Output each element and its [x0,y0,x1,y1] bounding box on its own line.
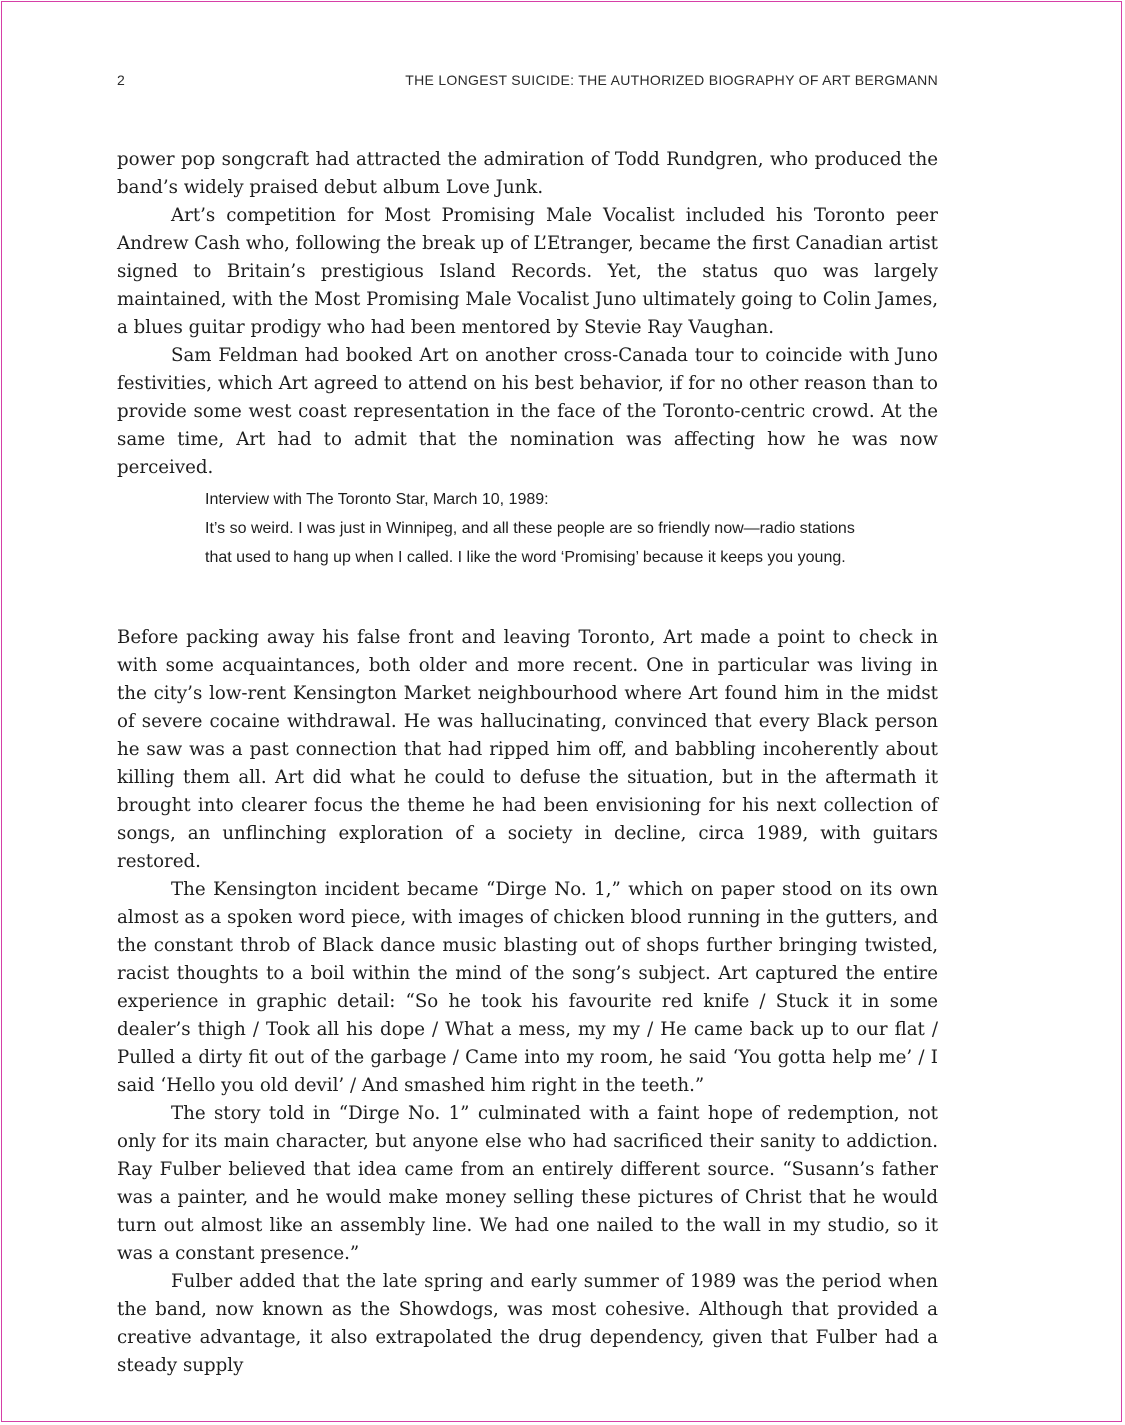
paragraph: Fulber added that the late spring and early summer of 1989 was the period when the band, now known as the Showdogs, was most cohesive. Although that provided a creative advantage, it also extrapolated the drug dependency, given that Fulber had a steady supply [117,1271,938,1376]
quote-text: It’s so weird. I was just in Winnipeg, and all these people are so friendly now—radio stations that used to hang up when I called. I like the word ‘Promising’ because it keeps you young. [205,520,855,566]
paragraph: Art’s competition for Most Promising Male Vocalist included his Toronto peer Andrew Cash who, following the break up of L’Etranger, became the first Canadian artist signed to Britain’s prestigious Island Records. Yet, the status quo was largely maintained, with the Most Promising Male Vocalist Juno ultimately going to Colin James, a blues guitar prodigy who had been mentored by Stevie Ray Vaughan. [117,205,938,338]
paragraph: Before packing away his false front and leaving Toronto, Art made a point to check in with some acquaintances, both older and more recent. One in particular was living in the city’s low-rent Kensington Market neighbourhood where Art found him in the midst of severe cocaine withdrawal. He was hallucinating, convinced that every Black person he saw was a past connection that had ripped him off, and babbling incoherently about killing them all. Art did what he could to defuse the situation, but in the aftermath it brought into clearer focus the theme he had been envisioning for his next collection of songs, an unflinching exploration of a society in decline, circa 1989, with guitars restored. [117,627,938,872]
block-quote [205,485,855,572]
paragraph: Sam Feldman had booked Art on another cross-Canada tour to coincide with Juno festivities, which Art agreed to attend on his best behavior, if for no other reason than to provide some west coast representation in the face of the Toronto-centric crowd. At the same time, Art had to admit that the nomination was affecting how he was now perceived. [117,345,938,478]
running-title: THE LONGEST SUICIDE: THE AUTHORIZED BIOGRAPHY OF ART BERGMANN [405,72,938,88]
quote-attribution: Interview with The Toronto Star, March 10, 1989: [205,491,549,508]
body-text-bottom [117,624,938,1380]
body-text-top [117,146,938,482]
running-head [117,72,938,94]
page-number: 2 [117,72,126,88]
paragraph: The story told in “Dirge No. 1” culminated with a faint hope of redemption, not only for its main character, but anyone else who had sacrificed their sanity to addiction. Ray Fulber believed that idea came from an entirely different source. “Susann’s father was a painter, and he would make money selling these pictures of Christ that he would turn out almost like an assembly line. We had one nailed to the wall in my studio, so it was a constant presence.” [117,1103,938,1264]
paragraph: power pop songcraft had attracted the admiration of Todd Rundgren, who produced the band’s widely praised debut album Love Junk. [117,149,938,198]
paragraph: The Kensington incident became “Dirge No. 1,” which on paper stood on its own almost as a spoken word piece, with images of chicken blood running in the gutters, and the constant throb of Black dance music blasting out of shops further bringing twisted, racist thoughts to a boil within the mind of the song’s subject. Art captured the entire experience in graphic detail: “So he took his favourite red knife / Stuck it in some dealer’s thigh / Took all his dope / What a mess, my my / He came back up to our flat / Pulled a dirty fit out of the garbage / Came into my room, he said ‘You gotta help me’ / I said ‘Hello you old devil’ / And smashed him right in the teeth.” [117,879,938,1096]
